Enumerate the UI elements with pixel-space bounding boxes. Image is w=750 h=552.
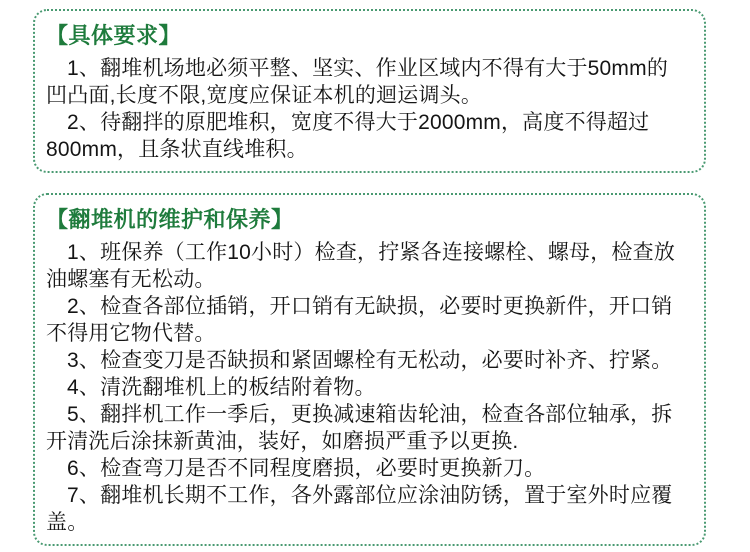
list-item: 2、检查各部位插销，开口销有无缺损，必要时更换新件，开口销不得用它物代替。	[46, 295, 673, 345]
list-item: 1、班保养（工作10小时）检查，拧紧各连接螺栓、螺母，检查放油螺塞有无松动。	[46, 241, 676, 291]
document-page	[0, 9, 750, 552]
list-item: 1、翻堆机场地必须平整、坚实、作业区域内不得有大于50mm的凹凸面,长度不限,宽度应保证本机的迴运调头。	[46, 57, 669, 107]
section-box-specific-requirements	[33, 9, 706, 173]
section-box-maintenance	[33, 193, 706, 546]
section-title-maintenance: 【翻堆机的维护和保养】	[46, 207, 294, 232]
section-title-specific-requirements: 【具体要求】	[46, 23, 182, 48]
list-item: 7、翻堆机长期不工作，各外露部位应涂油防锈，置于室外时应覆盖。	[46, 484, 673, 534]
list-item: 2、待翻拌的原肥堆积，宽度不得大于2000mm，高度不得超过800mm，且条状直线堆积。	[46, 111, 650, 161]
list-item: 3、检查变刀是否缺损和紧固螺栓有无松动，必要时补齐、拧紧。	[67, 349, 673, 372]
list-item: 4、清洗翻堆机上的板结附着物。	[67, 376, 376, 399]
list-item: 6、检查弯刀是否不同程度磨损，必要时更换新刀。	[67, 457, 546, 480]
list-item: 5、翻拌机工作一季后，更换减速箱齿轮油，检查各部位轴承，拆开清洗后涂抹新黄油，装好，如磨损严重予以更换.	[46, 403, 673, 453]
